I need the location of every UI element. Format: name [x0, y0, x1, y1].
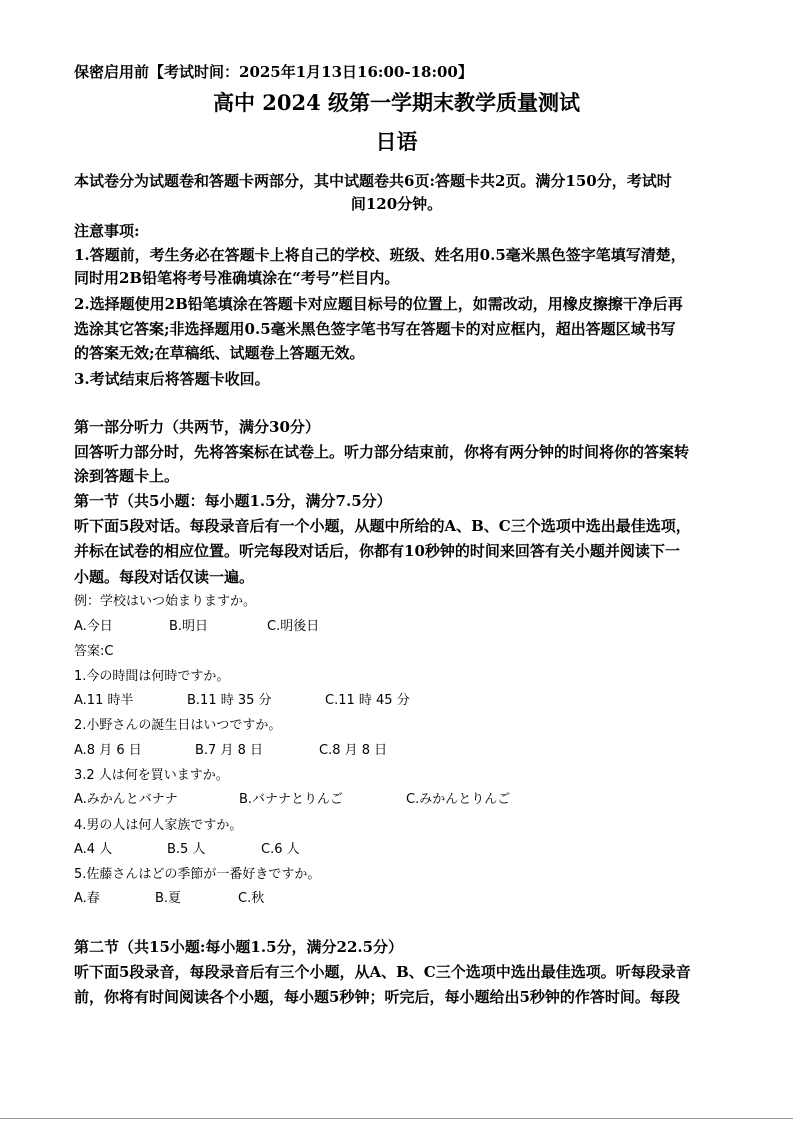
- option-a: A.今日: [74, 619, 113, 634]
- option-b: B.7 月 8 日: [195, 743, 263, 758]
- confidential-line: 保密启用前【考试时间：2025年1月13日16:00-18:00】: [74, 63, 473, 81]
- option-a: A.4 人: [74, 842, 113, 857]
- option-c: C.8 月 8 日: [319, 743, 388, 758]
- option-b: B.5 人: [167, 842, 206, 857]
- note-2b: 选涂其它答案;非选择题用0.5毫米黑色签字笔书写在答题卡的对应框内，超出答题区域书写: [74, 320, 676, 338]
- section1-desc-2: 并标在试卷的相应位置。听完每段对话后，你都有10秒钟的时间来回答有关小题并阅读下一: [74, 542, 680, 560]
- option-b: B.明日: [169, 619, 209, 634]
- section1-heading: 第一节（共5小题：每小题1.5分，满分7.5分）: [74, 492, 392, 510]
- example-answer: 答案:C: [74, 644, 114, 659]
- note-2a: 2.选择题使用2B铅笔填涂在答题卡对应题目标号的位置上，如需改动，用橡皮擦擦干净后再: [74, 295, 683, 313]
- question-1: 1.今の時間は何時ですか。: [74, 669, 230, 684]
- option-a: A.11 時半: [74, 693, 134, 708]
- question-4: 4.男の人は何人家族ですか。: [74, 818, 243, 833]
- option-b: B.夏: [155, 891, 182, 906]
- exam-title: 高中 2024 级第一学期末教学质量测试: [212, 90, 581, 115]
- question-2: 2.小野さんの誕生日はいつですか。: [74, 718, 282, 733]
- example-question: 例：学校はいつ始まりますか。: [74, 594, 257, 609]
- question-3: 3.2 人は何を買いますか。: [74, 768, 229, 783]
- part1-desc-2: 涂到答题卡上。: [74, 467, 180, 485]
- section2-desc-1: 听下面5段录音，每段录音后有三个小题，从A、B、C三个选项中选出最佳选项。听每段录音: [74, 963, 691, 981]
- page-bottom-rule: [0, 1118, 793, 1119]
- option-b: B.11 時 35 分: [187, 693, 272, 708]
- note-3: 3.考试结束后将答题卡收回。: [74, 370, 270, 388]
- question-5: 5.佐藤さんはどの季節が一番好きですか。: [74, 867, 321, 882]
- section1-desc-3: 小题。每段对话仅读一遍。: [74, 568, 255, 586]
- section2-heading: 第二节（共15小题:每小题1.5分，满分22.5分）: [74, 938, 404, 956]
- option-c: C.秋: [238, 891, 265, 906]
- notes-heading: 注意事项:: [74, 222, 140, 240]
- subject-title: 日语: [375, 129, 418, 154]
- note-2c: 的答案无效;在草稿纸、试题卷上答题无效。: [74, 344, 365, 362]
- note-1a: 1.答题前，考生务必在答题卡上将自己的学校、班级、姓名用0.5毫米黑色签字笔填写清楚，: [74, 246, 686, 264]
- option-b: B.バナナとりんご: [239, 792, 344, 807]
- option-a: A.みかんとバナナ: [74, 792, 178, 807]
- section1-desc-1: 听下面5段对话。每段录音后有一个小题，从题中所给的A、B、C三个选项中选出最佳选项，: [74, 517, 691, 535]
- option-c: C.6 人: [261, 842, 300, 857]
- intro-line-1: 本试卷分为试题卷和答题卡两部分，其中试题卷共6页:答题卡共2页。满分150分，考试时: [74, 172, 672, 190]
- option-c: C.みかんとりんご: [406, 792, 511, 807]
- option-c: C.明後日: [267, 619, 320, 634]
- option-a: A.8 月 6 日: [74, 743, 142, 758]
- note-1b: 同时用2B铅笔将考号准确填涂在“考号”栏目内。: [74, 269, 400, 287]
- option-c: C.11 時 45 分: [325, 693, 410, 708]
- intro-line-2: 间120分钟。: [350, 195, 443, 213]
- option-a: A.春: [74, 891, 100, 906]
- part1-heading: 第一部分听力（共两节，满分30分）: [74, 418, 320, 436]
- part1-desc-1: 回答听力部分时，先将答案标在试卷上。听力部分结束前，你将有两分钟的时间将你的答案转: [74, 443, 690, 461]
- section2-desc-2: 前，你将有时间阅读各个小题，每小题5秒钟；听完后，每小题给出5秒钟的作答时间。每段: [74, 988, 680, 1006]
